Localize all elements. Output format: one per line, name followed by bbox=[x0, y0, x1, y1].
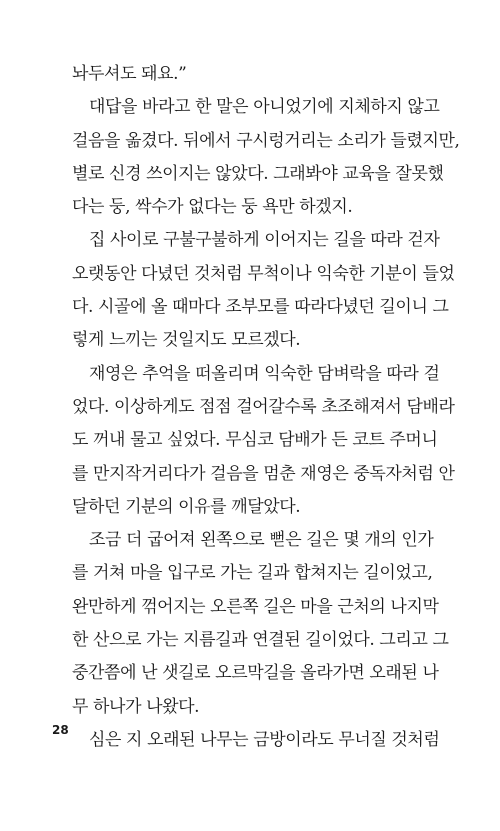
body-text bbox=[72, 58, 460, 757]
text-line: 를 거쳐 마을 입구로 가는 길과 합쳐지는 길이었고, bbox=[72, 563, 433, 584]
text-line: 달하던 기분의 이유를 깨달았다. bbox=[72, 496, 301, 517]
text-line: 다. 시골에 올 때마다 조부모를 따라다녔던 길이니 그 bbox=[72, 297, 449, 318]
text-line: 별로 신경 쓰이지는 않았다. 그래봐야 교육을 잘못했 bbox=[72, 163, 444, 184]
text-line: 한 산으로 가는 지름길과 연결된 길이었다. 그리고 그 bbox=[72, 630, 449, 651]
text-line: 오랫동안 다녔던 것처럼 무척이나 익숙한 기분이 들었 bbox=[72, 263, 455, 284]
text-line: 놔두셔도 돼요.” bbox=[72, 64, 187, 84]
text-line: 집 사이로 구불구불하게 이어지는 길을 따라 걷자 bbox=[89, 230, 440, 251]
text-line: 중간쯤에 난 샛길로 오르막길을 올라가면 오래된 나 bbox=[72, 663, 439, 684]
text-line: 렇게 느끼는 것일지도 모르겠다. bbox=[72, 330, 301, 351]
text-line: 었다. 이상하게도 점점 걸어갈수록 초조해져서 담배라 bbox=[72, 396, 455, 417]
text-line: 걸음을 옮겼다. 뒤에서 구시렁거리는 소리가 들렸지만, bbox=[72, 130, 460, 151]
text-line: 무 하나가 나왔다. bbox=[72, 696, 200, 717]
text-line: 조금 더 굽어져 왼쪽으로 뻗은 길은 몇 개의 인가 bbox=[89, 530, 434, 551]
text-line: 를 만지작거리다가 걸음을 멈춘 재영은 중독자처럼 안 bbox=[72, 463, 455, 484]
text-line: 재영은 추억을 떠올리며 익숙한 담벼락을 따라 걸 bbox=[89, 363, 440, 384]
text-line: 도 꺼내 물고 싶었다. 무심코 담배가 든 코트 주머니 bbox=[72, 430, 438, 451]
text-line: 대답을 바라고 한 말은 아니었기에 지체하지 않고 bbox=[89, 97, 440, 118]
text-line: 완만하게 꺾어지는 오른쪽 길은 마을 근처의 나지막 bbox=[72, 596, 439, 617]
text-line: 다는 둥, 싹수가 없다는 둥 욕만 하겠지. bbox=[72, 197, 353, 218]
page-number: 28 bbox=[52, 723, 69, 737]
text-line: 심은 지 오래된 나무는 금방이라도 무너질 것처럼 bbox=[89, 729, 440, 750]
